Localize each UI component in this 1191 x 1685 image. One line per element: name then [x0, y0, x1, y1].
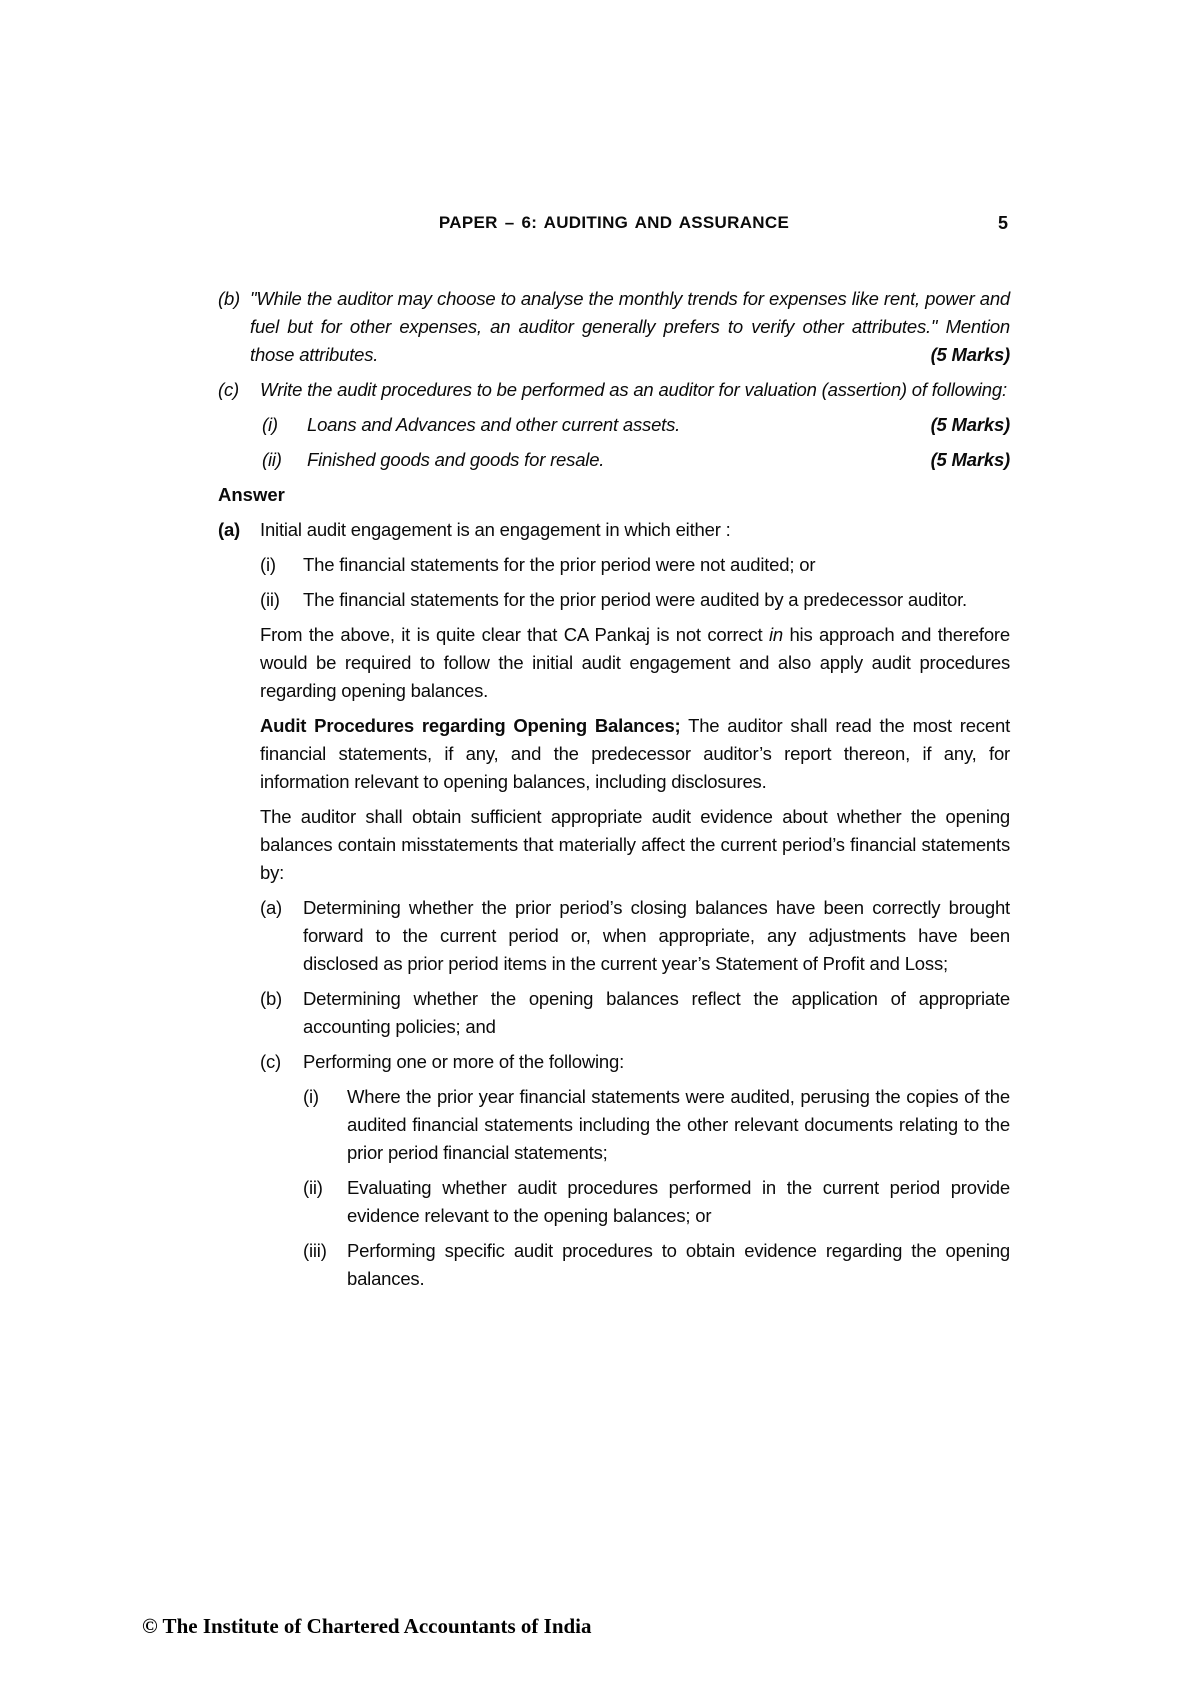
procedure-item-c: [260, 1048, 1010, 1076]
procedure-text-b: Determining whether the opening balances reflect the application of appropriate accounting policies; and: [303, 988, 1010, 1037]
question-text-c-ii: Finished goods and goods for resale.: [307, 449, 605, 470]
question-item-c: [218, 376, 1010, 404]
answer-paragraph-evidence: [260, 803, 1010, 887]
question-label-b: (b): [218, 288, 241, 309]
marks-badge: (5 Marks): [930, 449, 1010, 470]
answer-subtext-i: The financial statements for the prior period were not audited; or: [303, 554, 816, 575]
conclusion-italic-word: in: [768, 624, 783, 645]
answer-intro-text: Initial audit engagement is an engagement in which either :: [260, 519, 731, 540]
procedure-c-sublabel-ii: (ii): [303, 1177, 323, 1198]
procedure-label-b: (b): [260, 988, 283, 1009]
answer-paragraph-conclusion: [260, 621, 1010, 705]
procedure-label-a: (a): [260, 897, 283, 918]
page-content: [218, 285, 1010, 1300]
question-text-c-i: Loans and Advances and other current assets.: [307, 414, 681, 435]
answer-item-a-intro: [218, 516, 1010, 544]
procedure-c-sublabel-i: (i): [303, 1086, 319, 1107]
procedure-item-a: [260, 894, 1010, 978]
answer-sublabel-i: (i): [260, 554, 276, 575]
answer-subitem-ii: [260, 586, 1010, 614]
answer-subitem-i: [260, 551, 1010, 579]
procedure-text-a: Determining whether the prior period’s closing balances have been correctly brought forward to the current period or, when appropriate, any adjustments have been disclosed as prior period items in the current year’s Statement of Profit and Loss;: [303, 897, 1010, 974]
procedure-c-subitem-iii: [303, 1237, 1010, 1293]
question-item-c-i: [262, 411, 1010, 439]
question-text-c: Write the audit procedures to be performed as an auditor for valuation (assertion) of following:: [260, 379, 1007, 400]
question-item-b: [218, 285, 1010, 369]
marks-badge: (5 Marks): [930, 414, 1010, 435]
question-label-c: (c): [218, 379, 239, 400]
evidence-text: The auditor shall obtain sufficient appropriate audit evidence about whether the opening balances contain misstatements that materially affect the current period’s financial statements by:: [260, 806, 1010, 883]
question-text-b: "While the auditor may choose to analyse the monthly trends for expenses like rent, power and fuel but for other expenses, an auditor generally prefers to verify other attributes.": [250, 288, 1010, 337]
copyright-footer: © The Institute of Chartered Accountants of India: [142, 1614, 592, 1638]
answer-heading: Answer: [218, 484, 285, 505]
answer-paragraph-opening-balances: [260, 712, 1010, 796]
procedure-c-subtext-ii: Evaluating whether audit procedures performed in the current period provide evidence relevant to the opening balances; or: [347, 1177, 1010, 1226]
question-label-c-i: (i): [262, 414, 278, 435]
answer-subtext-ii: The financial statements for the prior period were audited by a predecessor auditor.: [303, 589, 967, 610]
page-number: 5: [997, 213, 1008, 233]
conclusion-part2: his approach and therefore would be required to follow the initial audit engagement and also apply audit procedures regarding opening balances.: [260, 624, 1010, 701]
question-label-c-ii: (ii): [262, 449, 282, 470]
marks-badge: (5 Marks): [930, 344, 1010, 365]
procedure-label-c: (c): [260, 1051, 281, 1072]
question-tail-b: Mention those attributes.: [250, 316, 1010, 365]
procedure-item-b: [260, 985, 1010, 1041]
question-item-c-ii: [262, 446, 1010, 474]
procedure-c-subtext-i: Where the prior year financial statements were audited, perusing the copies of the audited financial statements including the other relevant documents relating to the prior period financial statements;: [347, 1086, 1010, 1163]
opening-balances-rest: The auditor shall read the most recent financial statements, if any, and the predecessor auditor’s report thereon, if any, for information relevant to opening balances, including disclosures.: [260, 715, 1011, 792]
procedure-c-subtext-iii: Performing specific audit procedures to obtain evidence regarding the opening balances.: [347, 1240, 1010, 1289]
opening-balances-lead: Audit Procedures regarding Opening Balances;: [260, 715, 681, 736]
procedure-c-sublabel-iii: (iii): [303, 1240, 327, 1261]
page-title: PAPER – 6: AUDITING AND ASSURANCE: [438, 213, 790, 232]
page-header: [218, 213, 1010, 233]
procedure-c-subitem-i: [303, 1083, 1010, 1167]
answer-label-a: (a): [218, 519, 241, 540]
conclusion-part1: From the above, it is quite clear that CA Pankaj is not correct: [260, 624, 769, 645]
procedure-c-subitem-ii: [303, 1174, 1010, 1230]
answer-sublabel-ii: (ii): [260, 589, 280, 610]
procedure-text-c: Performing one or more of the following:: [303, 1051, 625, 1072]
